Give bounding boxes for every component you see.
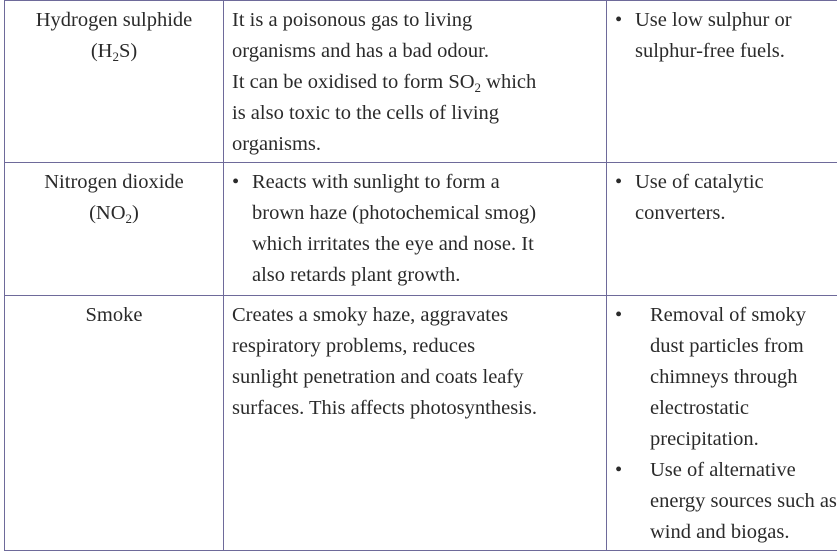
pollutant-name: Smoke <box>13 300 215 331</box>
control-cell <box>607 296 837 551</box>
control-text: converters. <box>635 198 837 229</box>
control-text: Use of catalytic <box>635 167 837 198</box>
effects-text: organisms. <box>232 129 598 160</box>
effects-text: respiratory problems, reduces <box>232 331 598 362</box>
control-text: Removal of smoky <box>650 300 837 331</box>
control-text: Use low sulphur or <box>635 5 837 36</box>
bullet-item <box>232 167 598 291</box>
pollutant-name: Hydrogen sulphide <box>13 5 215 36</box>
effects-text: which irritates the eye and nose. It <box>252 229 598 260</box>
control-cell <box>607 163 837 296</box>
pollutant-formula: $(NO_2)$ <box>13 198 215 229</box>
table-row <box>5 163 837 296</box>
control-text: dust particles from <box>650 331 837 362</box>
pollution-table <box>4 0 837 551</box>
effects-text: Reacts with sunlight to form a <box>252 167 598 198</box>
bullet-icon: • <box>615 167 622 198</box>
effects-text: surfaces. This affects photosynthesis. <box>232 393 598 424</box>
control-text: sulphur-free fuels. <box>635 36 837 67</box>
effects-text: is also toxic to the cells of living <box>232 98 598 129</box>
pollutant-cell <box>5 1 224 163</box>
control-text: Use of alternative <box>650 455 837 486</box>
pollutant-formula: $(H_2S)$ <box>13 36 215 67</box>
effects-text: organisms and has a bad odour. <box>232 36 598 67</box>
effects-text: Creates a smoky haze, aggravates <box>232 300 598 331</box>
table-row <box>5 296 837 551</box>
effects-cell <box>224 163 607 296</box>
effects-text: sunlight penetration and coats leafy <box>232 362 598 393</box>
control-text: electrostatic <box>650 393 837 424</box>
bullet-icon: • <box>615 300 622 331</box>
effects-text: brown haze (photochemical smog) <box>252 198 598 229</box>
bullet-icon: • <box>232 167 239 198</box>
bullet-icon: • <box>615 455 622 486</box>
control-text: energy sources such as <box>650 486 837 517</box>
bullet-icon: • <box>615 5 622 36</box>
bullet-item <box>615 455 837 548</box>
bullet-item <box>615 300 837 455</box>
effects-text: It can be oxidised to form $SO_2$ which <box>232 67 598 98</box>
control-text: wind and biogas. <box>650 517 837 548</box>
pollutant-cell <box>5 296 224 551</box>
pollutant-cell <box>5 163 224 296</box>
control-cell <box>607 1 837 163</box>
effects-cell <box>224 1 607 163</box>
table-row <box>5 1 837 163</box>
bullet-item <box>615 167 837 229</box>
bullet-item <box>615 5 837 67</box>
control-text: precipitation. <box>650 424 837 455</box>
effects-text: also retards plant growth. <box>252 260 598 291</box>
effects-cell <box>224 296 607 551</box>
effects-text: It is a poisonous gas to living <box>232 5 598 36</box>
control-text: chimneys through <box>650 362 837 393</box>
pollutant-name: Nitrogen dioxide <box>13 167 215 198</box>
